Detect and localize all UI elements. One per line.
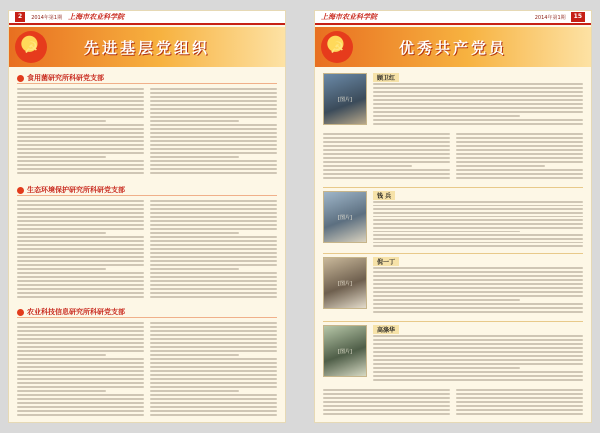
text-line bbox=[323, 157, 450, 159]
text-line bbox=[150, 236, 277, 238]
text-line bbox=[17, 280, 144, 282]
text-line bbox=[150, 156, 239, 158]
text-line bbox=[17, 374, 144, 376]
text-line bbox=[323, 397, 450, 399]
text-line bbox=[150, 406, 277, 408]
text-line bbox=[17, 132, 144, 134]
text-line bbox=[323, 413, 450, 415]
text-line bbox=[17, 366, 144, 368]
text-line bbox=[17, 204, 144, 206]
text-line bbox=[323, 165, 412, 167]
text-line bbox=[323, 137, 450, 139]
text-line bbox=[456, 389, 583, 391]
text-line bbox=[323, 173, 450, 175]
text-line bbox=[323, 149, 450, 151]
text-line bbox=[17, 252, 144, 254]
text-line bbox=[17, 370, 144, 372]
text-line bbox=[150, 256, 277, 258]
profile-1-text-block bbox=[323, 133, 583, 183]
text-line bbox=[150, 228, 277, 230]
text-line bbox=[456, 153, 583, 155]
section-bullet-icon bbox=[17, 309, 24, 316]
text-line bbox=[17, 124, 144, 126]
text-line bbox=[17, 144, 144, 146]
text-line bbox=[150, 88, 277, 90]
text-line bbox=[456, 141, 583, 143]
text-line bbox=[150, 136, 277, 138]
text-line bbox=[373, 227, 583, 229]
text-line bbox=[373, 107, 583, 109]
text-line bbox=[373, 238, 583, 240]
text-line bbox=[456, 413, 583, 415]
right-banner bbox=[315, 27, 591, 67]
text-line bbox=[150, 390, 239, 392]
profile-2-name: 钱 兵 bbox=[373, 191, 395, 200]
party-emblem-icon: ☭ bbox=[15, 31, 47, 63]
right-masthead: 上海市农业科学院 bbox=[321, 12, 377, 21]
text-line bbox=[323, 161, 450, 163]
text-line bbox=[17, 220, 144, 222]
text-line bbox=[17, 284, 144, 286]
text-line bbox=[373, 271, 583, 273]
text-line bbox=[17, 164, 144, 166]
text-line bbox=[150, 370, 277, 372]
text-line bbox=[373, 291, 583, 293]
text-line bbox=[373, 95, 583, 97]
text-line bbox=[150, 358, 277, 360]
text-line bbox=[17, 100, 144, 102]
text-line bbox=[150, 272, 277, 274]
text-line bbox=[150, 232, 239, 234]
right-page bbox=[314, 10, 592, 423]
text-line bbox=[150, 164, 277, 166]
right-banner-title: 优秀共产党员 bbox=[398, 39, 507, 57]
text-line bbox=[456, 177, 583, 179]
text-line bbox=[373, 267, 583, 269]
text-line bbox=[373, 119, 583, 121]
text-line bbox=[456, 157, 583, 159]
divider bbox=[323, 253, 583, 254]
text-line bbox=[17, 406, 144, 408]
text-line bbox=[373, 245, 583, 247]
text-line bbox=[373, 379, 583, 381]
text-line bbox=[17, 358, 144, 360]
text-line bbox=[17, 232, 106, 234]
text-line bbox=[150, 338, 277, 340]
text-line bbox=[150, 152, 277, 154]
text-line bbox=[17, 296, 144, 298]
section-heading-1-text: 食用菌研究所科研党支部 bbox=[27, 74, 104, 82]
text-line bbox=[150, 280, 277, 282]
text-line bbox=[456, 161, 583, 163]
text-line bbox=[17, 410, 144, 412]
text-line bbox=[150, 172, 277, 174]
text-line bbox=[150, 208, 277, 210]
text-line bbox=[17, 268, 106, 270]
text-line bbox=[150, 334, 277, 336]
text-line bbox=[17, 414, 144, 416]
text-line bbox=[373, 201, 583, 203]
left-page bbox=[8, 10, 286, 423]
text-line bbox=[456, 409, 583, 411]
text-line bbox=[323, 405, 450, 407]
text-line bbox=[373, 339, 583, 341]
text-line bbox=[150, 120, 239, 122]
text-line bbox=[323, 389, 450, 391]
section-bullet-icon bbox=[17, 187, 24, 194]
text-line bbox=[17, 148, 144, 150]
text-line bbox=[150, 128, 277, 130]
text-line bbox=[150, 212, 277, 214]
text-line bbox=[456, 149, 583, 151]
text-line bbox=[17, 208, 144, 210]
left-page-number: 2 bbox=[15, 12, 25, 22]
text-line bbox=[150, 284, 277, 286]
text-line bbox=[373, 212, 583, 214]
text-line bbox=[17, 354, 106, 356]
text-line bbox=[17, 272, 144, 274]
text-line bbox=[17, 338, 144, 340]
text-line bbox=[150, 342, 277, 344]
text-line bbox=[17, 276, 144, 278]
right-issue-label: 2014年第1期 bbox=[534, 14, 566, 21]
profile-4-text-block bbox=[323, 389, 583, 419]
text-line bbox=[373, 371, 583, 373]
text-line bbox=[17, 330, 144, 332]
text-line bbox=[373, 343, 583, 345]
text-line bbox=[150, 382, 277, 384]
text-line bbox=[150, 410, 277, 412]
text-line bbox=[456, 393, 583, 395]
text-line bbox=[150, 220, 277, 222]
text-line bbox=[17, 378, 144, 380]
section-heading-2 bbox=[17, 185, 277, 196]
left-page-header bbox=[9, 11, 285, 25]
text-line bbox=[323, 169, 450, 171]
text-line bbox=[17, 386, 144, 388]
text-line bbox=[456, 397, 583, 399]
profile-3-name: 倪一丁 bbox=[373, 257, 399, 266]
text-line bbox=[150, 322, 277, 324]
text-line bbox=[150, 108, 277, 110]
profile-2 bbox=[323, 191, 583, 247]
text-line bbox=[456, 169, 583, 171]
text-line bbox=[150, 132, 277, 134]
section-3-text-block bbox=[17, 322, 277, 418]
text-line bbox=[150, 100, 277, 102]
text-line bbox=[17, 128, 144, 130]
text-line bbox=[17, 96, 144, 98]
divider bbox=[323, 187, 583, 188]
text-line bbox=[373, 115, 520, 117]
text-line bbox=[373, 299, 520, 301]
text-line bbox=[150, 288, 277, 290]
text-line bbox=[373, 303, 583, 305]
text-line bbox=[373, 359, 583, 361]
text-line bbox=[150, 330, 277, 332]
text-line bbox=[150, 354, 239, 356]
text-line bbox=[150, 264, 277, 266]
text-line bbox=[17, 256, 144, 258]
text-line bbox=[150, 398, 277, 400]
section-heading-3 bbox=[17, 307, 277, 318]
text-line bbox=[323, 177, 450, 179]
profile-3-photo: [图片] bbox=[323, 257, 367, 309]
text-line bbox=[373, 231, 520, 233]
text-line bbox=[17, 382, 144, 384]
text-line bbox=[17, 136, 144, 138]
text-line bbox=[150, 124, 277, 126]
text-line bbox=[17, 120, 106, 122]
text-line bbox=[456, 405, 583, 407]
profile-4 bbox=[323, 325, 583, 385]
text-line bbox=[373, 223, 583, 225]
text-line bbox=[17, 322, 144, 324]
text-line bbox=[150, 224, 277, 226]
text-line bbox=[150, 296, 277, 298]
right-page-number: 15 bbox=[571, 12, 585, 22]
text-line bbox=[456, 133, 583, 135]
text-line bbox=[17, 88, 144, 90]
text-line bbox=[373, 335, 583, 337]
section-heading-2-text: 生态环境保护研究所科研党支部 bbox=[27, 186, 125, 194]
text-line bbox=[150, 402, 277, 404]
text-line bbox=[17, 264, 144, 266]
text-line bbox=[373, 279, 583, 281]
text-line bbox=[373, 83, 583, 85]
text-line bbox=[373, 375, 583, 377]
text-line bbox=[373, 307, 583, 309]
text-line bbox=[150, 326, 277, 328]
text-line bbox=[150, 160, 277, 162]
text-line bbox=[150, 276, 277, 278]
text-line bbox=[17, 346, 144, 348]
left-masthead: 上海市农业科学院 bbox=[68, 12, 125, 21]
text-line bbox=[323, 153, 450, 155]
text-line bbox=[150, 260, 277, 262]
text-line bbox=[373, 111, 583, 113]
text-line bbox=[150, 378, 277, 380]
text-line bbox=[150, 92, 277, 94]
text-line bbox=[150, 240, 277, 242]
text-line bbox=[17, 326, 144, 328]
text-line bbox=[456, 401, 583, 403]
text-line bbox=[150, 104, 277, 106]
text-line bbox=[373, 351, 583, 353]
text-line bbox=[373, 216, 583, 218]
text-line bbox=[150, 140, 277, 142]
text-line bbox=[17, 398, 144, 400]
text-line bbox=[150, 268, 239, 270]
text-line bbox=[17, 112, 144, 114]
text-line bbox=[17, 200, 144, 202]
text-line bbox=[17, 228, 144, 230]
text-line bbox=[17, 334, 144, 336]
section-heading-3-text: 农业科技信息研究所科研党支部 bbox=[27, 308, 125, 316]
text-line bbox=[17, 116, 144, 118]
text-line bbox=[373, 87, 583, 89]
text-line bbox=[150, 248, 277, 250]
text-line bbox=[150, 116, 277, 118]
text-line bbox=[373, 355, 583, 357]
section-heading-1 bbox=[17, 73, 277, 84]
text-line bbox=[323, 145, 450, 147]
text-line bbox=[150, 292, 277, 294]
text-line bbox=[373, 99, 583, 101]
profile-3 bbox=[323, 257, 583, 317]
text-line bbox=[17, 168, 144, 170]
text-line bbox=[17, 172, 144, 174]
text-line bbox=[373, 103, 583, 105]
section-2-text-block bbox=[17, 200, 277, 300]
text-line bbox=[373, 367, 520, 369]
party-emblem-icon: ☭ bbox=[321, 31, 353, 63]
text-line bbox=[373, 219, 583, 221]
text-line bbox=[373, 347, 583, 349]
text-line bbox=[373, 311, 583, 313]
section-1-text-block bbox=[17, 88, 277, 178]
text-line bbox=[17, 394, 144, 396]
text-line bbox=[17, 236, 144, 238]
text-line bbox=[150, 204, 277, 206]
text-line bbox=[150, 96, 277, 98]
text-line bbox=[150, 200, 277, 202]
text-line bbox=[17, 240, 144, 242]
text-line bbox=[17, 104, 144, 106]
text-line bbox=[17, 292, 144, 294]
text-line bbox=[17, 390, 106, 392]
text-line bbox=[456, 165, 545, 167]
profile-4-name: 高涤华 bbox=[373, 325, 399, 334]
profile-2-photo: [图片] bbox=[323, 191, 367, 243]
text-line bbox=[373, 123, 583, 125]
text-line bbox=[17, 342, 144, 344]
text-line bbox=[17, 152, 144, 154]
text-line bbox=[150, 362, 277, 364]
text-line bbox=[373, 208, 583, 210]
text-line bbox=[17, 244, 144, 246]
text-line bbox=[17, 140, 144, 142]
text-line bbox=[150, 112, 277, 114]
text-line bbox=[17, 362, 144, 364]
text-line bbox=[456, 137, 583, 139]
text-line bbox=[373, 283, 583, 285]
right-page-header bbox=[315, 11, 591, 25]
text-line bbox=[373, 287, 583, 289]
text-line bbox=[323, 393, 450, 395]
text-line bbox=[150, 394, 277, 396]
text-line bbox=[17, 224, 144, 226]
text-line bbox=[17, 156, 106, 158]
text-line bbox=[150, 414, 277, 416]
text-line bbox=[17, 216, 144, 218]
text-line bbox=[373, 275, 583, 277]
text-line bbox=[150, 386, 277, 388]
text-line bbox=[323, 409, 450, 411]
profile-4-photo: [图片] bbox=[323, 325, 367, 377]
text-line bbox=[373, 242, 583, 244]
text-line bbox=[150, 168, 277, 170]
text-line bbox=[150, 350, 277, 352]
left-issue-label: 2014年第1期 bbox=[31, 14, 63, 21]
text-line bbox=[17, 160, 144, 162]
text-line bbox=[17, 402, 144, 404]
text-line bbox=[373, 234, 583, 236]
left-banner bbox=[9, 27, 285, 67]
text-line bbox=[150, 148, 277, 150]
text-line bbox=[150, 216, 277, 218]
text-line bbox=[150, 144, 277, 146]
text-line bbox=[150, 346, 277, 348]
text-line bbox=[150, 374, 277, 376]
text-line bbox=[17, 108, 144, 110]
text-line bbox=[373, 295, 583, 297]
profile-1 bbox=[323, 73, 583, 129]
left-banner-title: 先进基层党组织 bbox=[83, 39, 210, 57]
text-line bbox=[17, 212, 144, 214]
profile-1-name: 顾卫红 bbox=[373, 73, 399, 82]
text-line bbox=[150, 252, 277, 254]
divider bbox=[323, 321, 583, 322]
text-line bbox=[373, 205, 583, 207]
text-line bbox=[456, 173, 583, 175]
text-line bbox=[373, 91, 583, 93]
text-line bbox=[17, 248, 144, 250]
text-line bbox=[373, 363, 583, 365]
text-line bbox=[150, 366, 277, 368]
text-line bbox=[456, 145, 583, 147]
text-line bbox=[17, 350, 144, 352]
text-line bbox=[17, 260, 144, 262]
section-bullet-icon bbox=[17, 75, 24, 82]
profile-1-photo: [图片] bbox=[323, 73, 367, 125]
text-line bbox=[323, 401, 450, 403]
text-line bbox=[17, 92, 144, 94]
text-line bbox=[323, 141, 450, 143]
text-line bbox=[150, 244, 277, 246]
text-line bbox=[323, 133, 450, 135]
text-line bbox=[17, 288, 144, 290]
